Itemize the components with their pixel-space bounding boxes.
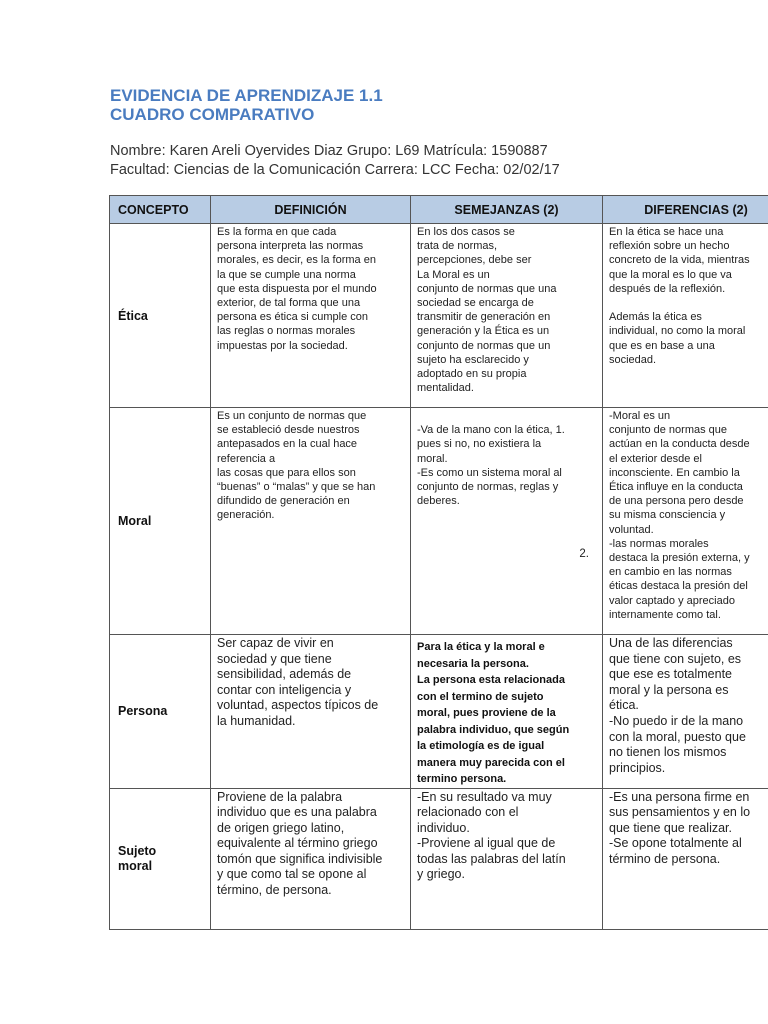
similarities-cell: En los dos casos se trata de normas, percepciones, debe ser La Moral es un conjunto de normas que una sociedad se encarga de transmitir de generación en generación y la Ética es un conjunto de normas que un sujeto ha esclarecido y adoptado en su propia mentalidad. [411, 224, 603, 408]
column-header-concept: CONCEPTO [110, 196, 211, 224]
table-header-row [110, 196, 768, 224]
document-subtitle: CUADRO COMPARATIVO [110, 105, 315, 124]
differences-cell: -Moral es un conjunto de normas que actúan en la conducta desde el exterior desde el inconsciente. En cambio la Ética influye en la conducta de una persona pero desde su misma consciencia y voluntad. -las normas morales destaca la presión externa, y en cambio en las normas éticas destaca la presión del valor captado y apreciado internamente como tal. [603, 408, 768, 635]
definition-cell: Proviene de la palabra individuo que es una palabra de origen griego latino, equivalente al término griego tomón que significa indivisible y que como tal se opone al término, de persona. [211, 788, 411, 929]
differences-cell: Una de las diferencias que tiene con sujeto, es que ese es totalmente moral y la persona es ética. -No puedo ir de la mano con la moral, puesto que no tienen los mismos principios. [603, 635, 768, 789]
differences-cell: En la ética se hace una reflexión sobre un hecho concreto de la vida, mientras que la moral es lo que va después de la reflexión. Además la ética es individual, no como la moral que es en base a una sociedad. [603, 224, 768, 408]
definition-cell: Ser capaz de vivir en sociedad y que tiene sensibilidad, además de contar con inteligencia y voluntad, aspectos típicos de la humanidad. [211, 635, 411, 789]
similarities-cell: -En su resultado va muy relacionado con el individuo. -Proviene al igual que de todas las palabras del latín y griego. [411, 788, 603, 929]
similarities-cell: Para la ética y la moral e necesaria la persona. La persona esta relacionada con el termino de sujeto moral, pues proviene de la palabra individuo, que según la etimología es de igual manera muy parecida con el termino persona. [411, 635, 603, 789]
table-row [110, 408, 768, 635]
list-marker: 2. [579, 547, 589, 560]
concept-cell: Persona [110, 635, 211, 789]
column-header-definition: DEFINICIÓN [211, 196, 411, 224]
column-header-differences: DIFERENCIAS (2) [603, 196, 768, 224]
concept-cell: Moral [110, 408, 211, 635]
column-header-similarities: SEMEJANZAS (2) [411, 196, 603, 224]
concept-cell: Ética [110, 224, 211, 408]
definition-cell: Es un conjunto de normas que se estableció desde nuestros antepasados en la cual hace referencia a las cosas que para ellos son “buenas” o “malas” y que se han difundido de generación en generación. [211, 408, 411, 635]
similarities-cell [411, 408, 603, 635]
concept-cell: Sujeto moral [110, 788, 211, 929]
table-row [110, 224, 768, 408]
table-row [110, 788, 768, 929]
table-row [110, 635, 768, 789]
differences-cell: -Es una persona firme en sus pensamientos y en lo que tiene que realizar. -Se opone totalmente al término de persona. [603, 788, 768, 929]
definition-cell: Es la forma en que cada persona interpreta las normas morales, es decir, es la forma en la que se cumple una norma que esta dispuesta por el mundo exterior, de tal forma que una persona es ética si cumple con las reglas o normas morales impuestas por la sociedad. [211, 224, 411, 408]
similarities-text: -Va de la mano con la ética, 1. pues si no, no existiera la moral. -Es como un sistema moral al conjunto de normas, reglas y deberes. [417, 424, 565, 508]
comparison-table [109, 195, 768, 930]
student-info-line: Nombre: Karen Areli Oyervides Diaz Grupo: L69 Matrícula: 1590887 [110, 143, 548, 159]
document-title: EVIDENCIA DE APRENDIZAJE 1.1 [110, 86, 383, 105]
faculty-info-line: Facultad: Ciencias de la Comunicación Carrera: LCC Fecha: 02/02/17 [110, 162, 560, 178]
